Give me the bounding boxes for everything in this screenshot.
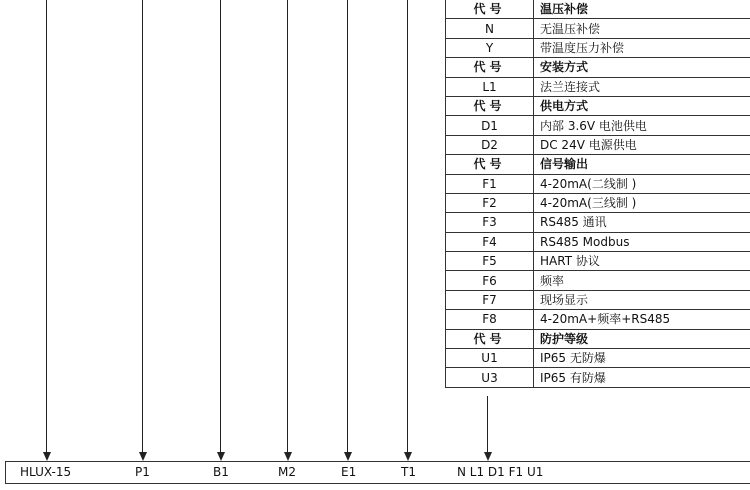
option-code: Y: [446, 38, 534, 57]
option-row: [446, 116, 750, 135]
option-code: F2: [446, 193, 534, 212]
section-header-code: 代号: [446, 96, 534, 115]
section-header-title: 温压补偿: [534, 0, 750, 19]
option-row: [446, 290, 750, 309]
arrow-down-icon: [43, 452, 51, 461]
section-header-title: 供电方式: [534, 96, 750, 115]
option-row: [446, 193, 750, 212]
arrow-down-icon: [284, 452, 292, 461]
option-code: F1: [446, 174, 534, 193]
model-code-b: B1: [213, 465, 229, 479]
model-code-m: M2: [278, 465, 296, 479]
option-description: IP65 无防爆: [534, 349, 750, 368]
option-description: 4-20mA(三线制 ): [534, 193, 750, 212]
arrow-down-icon: [344, 452, 352, 461]
option-description: 现场显示: [534, 290, 750, 309]
section-header-row: [446, 329, 750, 348]
option-code: F8: [446, 310, 534, 329]
option-row: [446, 213, 750, 232]
option-row: [446, 38, 750, 57]
section-header-row: [446, 96, 750, 115]
section-header-row: [446, 58, 750, 77]
option-row: [446, 368, 750, 387]
option-row: [446, 77, 750, 96]
leader-line-base: [46, 0, 47, 453]
leader-line-b: [220, 0, 221, 453]
option-description: 带温度压力补偿: [534, 38, 750, 57]
leader-line-e: [347, 0, 348, 453]
option-code: L1: [446, 77, 534, 96]
option-description: 无温压补偿: [534, 19, 750, 38]
model-code-base: HLUX-15: [20, 465, 72, 479]
option-code: F6: [446, 271, 534, 290]
model-code-bar: [5, 461, 750, 484]
option-description: DC 24V 电源供电: [534, 135, 750, 154]
arrow-down-icon: [139, 452, 147, 461]
model-code-t: T1: [401, 465, 416, 479]
option-code: F7: [446, 290, 534, 309]
option-description: 4-20mA(二线制 ): [534, 174, 750, 193]
option-description: RS485 通讯: [534, 213, 750, 232]
option-code: F4: [446, 232, 534, 251]
section-header-code: 代号: [446, 329, 534, 348]
option-row: [446, 19, 750, 38]
leader-line-p: [142, 0, 143, 453]
option-row: [446, 349, 750, 368]
section-header-row: [446, 155, 750, 174]
option-row: [446, 252, 750, 271]
model-code-e: E1: [341, 465, 357, 479]
option-description: 频率: [534, 271, 750, 290]
arrow-down-icon: [217, 452, 225, 461]
option-code: U1: [446, 349, 534, 368]
section-header-row: [446, 0, 750, 19]
option-description: HART 协议: [534, 252, 750, 271]
leader-line-m: [287, 0, 288, 453]
option-description: 4-20mA+频率+RS485: [534, 310, 750, 329]
leader-line-options: [487, 396, 488, 453]
option-description: RS485 Modbus: [534, 232, 750, 251]
section-header-code: 代号: [446, 155, 534, 174]
section-header-title: 防护等级: [534, 329, 750, 348]
arrow-down-icon: [484, 452, 492, 461]
option-code: F5: [446, 252, 534, 271]
option-row: [446, 174, 750, 193]
option-row: [446, 232, 750, 251]
option-code: D2: [446, 135, 534, 154]
option-code: N: [446, 19, 534, 38]
option-description: 内部 3.6V 电池供电: [534, 116, 750, 135]
section-header-code: 代号: [446, 58, 534, 77]
option-spec-table: [445, 0, 750, 388]
option-spec-table-body: [446, 0, 750, 387]
option-code: D1: [446, 116, 534, 135]
option-description: IP65 有防爆: [534, 368, 750, 387]
model-code-options: N L1 D1 F1 U1: [457, 465, 544, 479]
section-header-title: 信号输出: [534, 155, 750, 174]
option-code: U3: [446, 368, 534, 387]
option-row: [446, 310, 750, 329]
leader-line-t: [407, 0, 408, 453]
model-code-p: P1: [135, 465, 150, 479]
option-row: [446, 135, 750, 154]
section-header-code: 代号: [446, 0, 534, 19]
option-code: F3: [446, 213, 534, 232]
option-row: [446, 271, 750, 290]
option-description: 法兰连接式: [534, 77, 750, 96]
arrow-down-icon: [404, 452, 412, 461]
section-header-title: 安装方式: [534, 58, 750, 77]
